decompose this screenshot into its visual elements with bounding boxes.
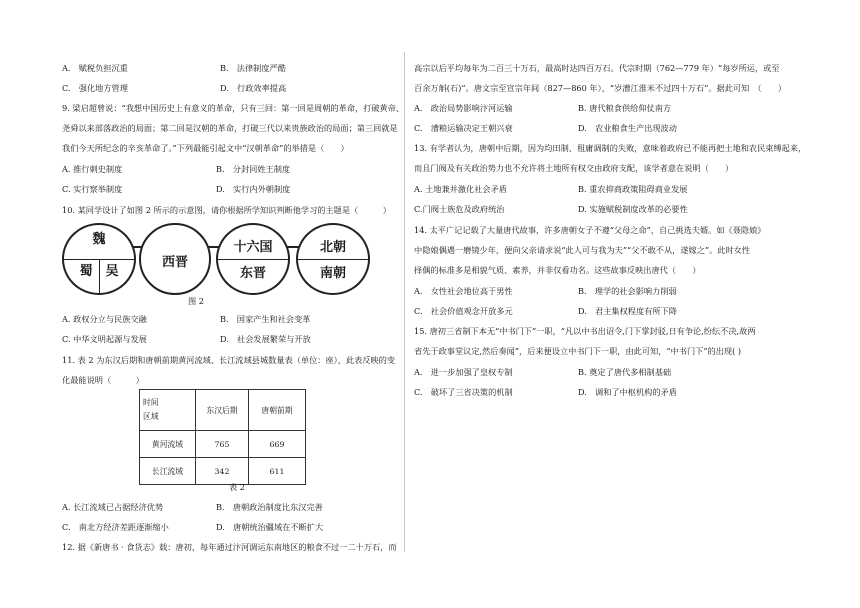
q11-option-c[interactable]: C. 南北方经济差距逐渐缩小 [62, 522, 169, 532]
q12-option-b[interactable]: B. 唐代粮食供给仰仗南方 [578, 103, 672, 113]
header-region-label: 区域 [143, 412, 159, 421]
q10-option-c[interactable]: C. 中华文明起源与发展 [62, 334, 147, 344]
diagram-label-eastern-jin: 东晋 [239, 266, 266, 281]
q14-stem-line: 中隐娘偶遇一磨镜少年，便向父亲请求说“此人可与我为夫”“父不敢不从，遂嫁之”。此时女性 [414, 245, 751, 255]
header-col-eastern-han: 东汉后期 [196, 390, 249, 431]
diagram-label-wu: 吴 [105, 264, 119, 279]
q14-stem-line: 择偶的标准多是相貌气质、素养，并非仅看功名。这些故事反映出唐代（ ） [414, 265, 701, 275]
table-cell-value: 765 [196, 431, 249, 458]
q9-stem-line: 9. 梁启超曾说：“我想中国历史上有意义的革命，只有三回：第一回是周朝的革命，打破黄帝、 [62, 103, 405, 113]
table-cell-region: 黄河流域 [140, 431, 196, 458]
q13-option-a[interactable]: A. 土地兼并激化社会矛盾 [414, 184, 507, 194]
q10-stem-line: 10. 某同学设计了如图 2 所示的示意图，请你根据所学知识判断他学习的主题是（ ） [62, 205, 391, 215]
table-header-row [140, 390, 306, 431]
diagram-label-southern-dynasties: 南朝 [319, 266, 346, 281]
q14-option-d[interactable]: D. 君主集权程度有所下降 [578, 306, 677, 316]
table-row [140, 431, 306, 458]
q8-option-c[interactable]: C. 强化地方管理 [62, 83, 128, 93]
diagram-label-northern-dynasties: 北朝 [319, 240, 346, 255]
q15-stem-line: 省先于政事堂议定,然后奏闻”，后来便设立中书门下一职，由此可知，“中书门下”的出现( ) [414, 346, 742, 356]
q9-option-d[interactable]: D. 实行内外朝制度 [216, 184, 291, 194]
diagram-label-wei: 魏 [92, 232, 106, 247]
header-col-tang: 唐朝前期 [249, 390, 306, 431]
q14-option-c[interactable]: C. 社会价值观念开放多元 [414, 306, 513, 316]
q15-option-d[interactable]: D. 调和了中枢机构的矛盾 [578, 387, 677, 397]
q9-option-c[interactable]: C. 实行察举制度 [62, 184, 123, 194]
q15-option-b[interactable]: B. 奠定了唐代多相制基础 [578, 367, 672, 377]
q13-option-b[interactable]: B. 重农抑商政策阻碍商业发展 [578, 184, 688, 194]
table-cell-value: 611 [249, 458, 306, 485]
q8-option-d[interactable]: D. 行政效率提高 [220, 83, 287, 93]
q9-stem-line: 尧舜以来部落政治的局面；第二回是汉朝的革命，打破三代以来贵族政治的局面；第三回就是 [62, 123, 398, 133]
q11-stem-line: 11. 表 2 为东汉后期和唐朝前期黄河流域、长江流域县城数量表（单位：座），此表反映的变 [62, 355, 396, 365]
q11-option-b[interactable]: B. 唐朝政治制度比东汉完善 [216, 502, 323, 512]
q12-stem-line: 12. 据《新唐书 · 食货志》载：唐初，每年通过汴河调运东南地区的粮食不过一二十万石，而 [62, 542, 397, 552]
q12-option-c[interactable]: C. 漕粮运输决定王朝兴衰 [414, 123, 513, 133]
q10-option-d[interactable]: D. 社会发展繁荣与开放 [220, 334, 311, 344]
q13-option-d[interactable]: D. 实施赋税制度改革的必要性 [578, 204, 688, 214]
q8-option-b[interactable]: B. 法律制度严酷 [220, 63, 286, 73]
diagram-circle-sixteen-kingdoms [216, 223, 290, 295]
q13-option-c[interactable]: C.门阀士族危及政府统治 [414, 204, 505, 214]
table-cell-value: 342 [196, 458, 249, 485]
column-divider [404, 52, 405, 552]
q9-option-b[interactable]: B. 分封同姓王制度 [216, 164, 291, 174]
q14-option-a[interactable]: A. 女性社会地位高于男性 [414, 286, 513, 296]
q11-option-d[interactable]: D. 唐朝统治疆域在不断扩大 [216, 522, 324, 532]
q10-option-b[interactable]: B. 国家产生和社会变革 [220, 314, 311, 324]
q13-stem-line: 而且门阀及有关政治势力也不允许将土地所有权交由政府支配，该学者意在说明（ ） [414, 163, 734, 173]
county-count-table [139, 389, 306, 485]
q14-stem-line: 14. 太平广记记载了大量唐代故事，许多唐朝女子不遵“父母之命”，自己挑选夫婿。如《聂隐娘》 [414, 225, 766, 235]
diagram-label-western-jin: 西晋 [161, 255, 188, 270]
q11-option-a[interactable]: A. 长江流域已占据经济优势 [62, 502, 164, 512]
q9-option-a[interactable]: A. 推行刺史制度 [62, 164, 123, 174]
q12-stem-line: 百余万斛(石)”。唐文宗至宣宗年间（827—860 年），“岁漕江淮米不过四十万石”。据此可知 （ ） [414, 83, 787, 93]
q12-option-a[interactable]: A. 政治局势影响汴河运输 [414, 103, 513, 113]
table-header-corner [140, 390, 196, 431]
q15-option-c[interactable]: C. 破坏了三省决策的机制 [414, 387, 513, 397]
table-row [140, 458, 306, 485]
q9-stem-line: 我们今天所纪念的辛亥革命了。”下列最能引起文中“汉朝革命”的举措是（ ） [62, 143, 349, 153]
q14-option-b[interactable]: B. 理学的社会影响力削弱 [578, 286, 677, 296]
q12-stem-line: 高宗以后平均每年为二百三十万石，最高时达四百万石。代宗时期（762—779 年）“每岁所运，或至 [414, 63, 780, 73]
q15-option-a[interactable]: A. 进一步加强了皇权专制 [414, 367, 513, 377]
q11-stem-line: 化最能说明（ ） [62, 375, 144, 385]
q13-stem-line: 13. 有学者认为，唐朝中后期，因为均田制、租庸调制的失败，意味着政府已不能再把土地和农民束缚起来， [414, 143, 807, 153]
q8-option-a[interactable]: A. 赋税负担沉重 [62, 63, 128, 73]
q15-stem-line: 15. 唐初三省制下本无“中书门下”一职，“凡以中书出诏令,门下掌封驳,日有争论,纷纭不决,故两 [414, 326, 756, 336]
table-cell-region: 长江流域 [140, 458, 196, 485]
header-time-label: 时间 [143, 398, 159, 407]
table-caption: 表 2 [229, 482, 245, 492]
q12-option-d[interactable]: D. 农业粮食生产出现波动 [578, 123, 677, 133]
diagram-label-sixteen-kingdoms: 十六国 [233, 240, 273, 255]
diagram-label-shu: 蜀 [79, 264, 93, 279]
diagram-circle-northern-southern [296, 223, 370, 295]
table-cell-value: 669 [249, 431, 306, 458]
q10-option-a[interactable]: A. 政权分立与民族交融 [62, 314, 147, 324]
figure-caption: 图 2 [188, 296, 204, 306]
